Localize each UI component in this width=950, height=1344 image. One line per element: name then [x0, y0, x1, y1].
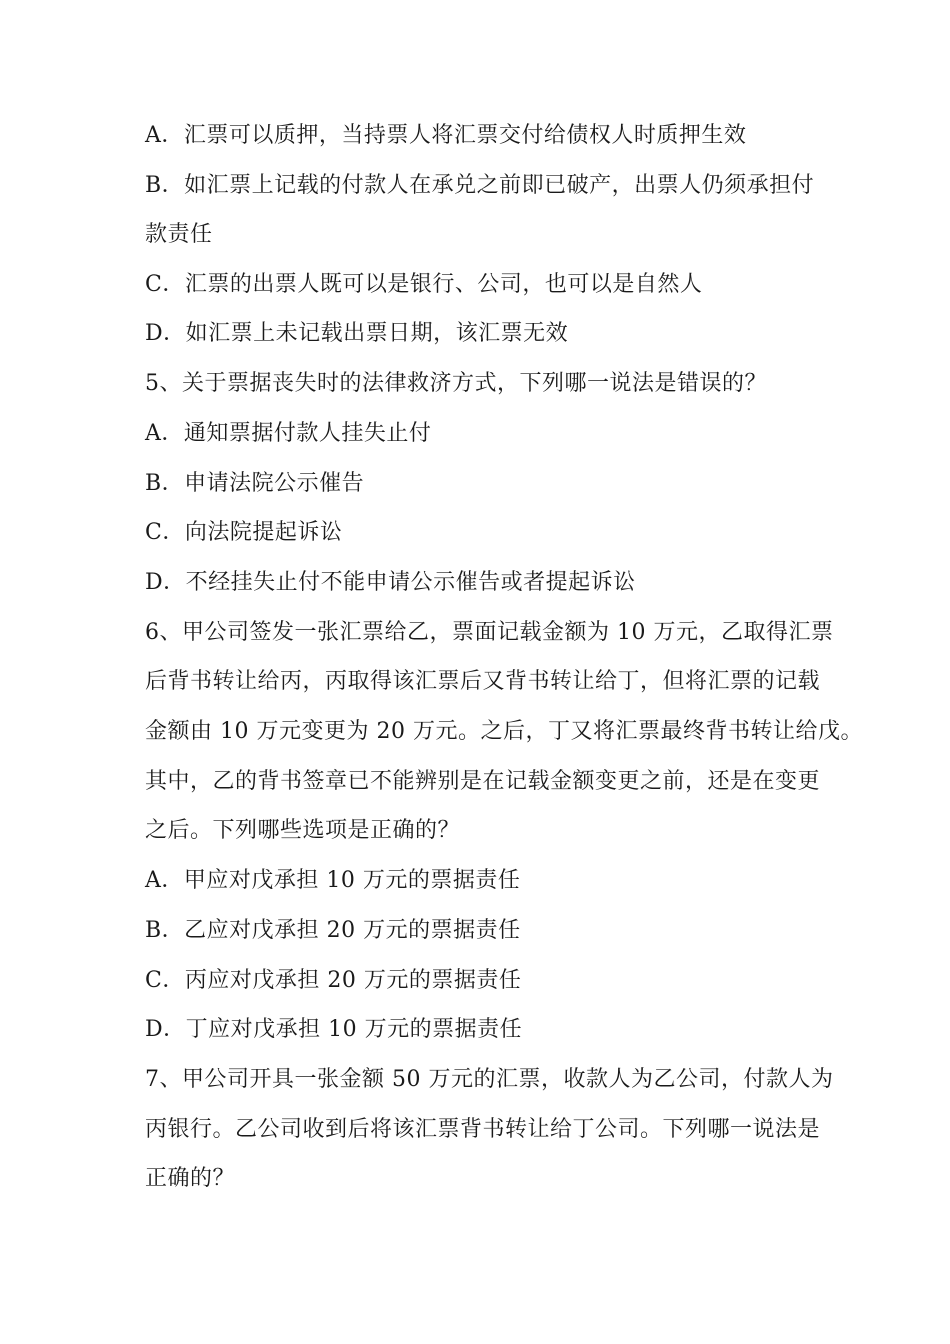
option-b-q5: B．申请法院公示催告	[145, 471, 365, 496]
option-b-q6: B．乙应对戊承担 20 万元的票据责任	[145, 918, 521, 943]
question-6-line3: 金额由 10 万元变更为 20 万元。之后，丁又将汇票最终背书转让给戊。	[145, 719, 863, 744]
option-b-q4-line2: 款责任	[145, 222, 213, 247]
option-a-q6: A．甲应对戊承担 10 万元的票据责任	[145, 868, 521, 893]
option-a-q5: A．通知票据付款人挂失止付	[145, 421, 432, 446]
question-7-line3: 正确的？	[145, 1166, 236, 1191]
question-6-line1: 6、甲公司签发一张汇票给乙，票面记载金额为 10 万元，乙取得汇票	[145, 620, 834, 645]
option-d-q4: D．如汇票上未记载出票日期，该汇票无效	[145, 321, 569, 346]
question-5: 5、关于票据丧失时的法律救济方式，下列哪一说法是错误的？	[145, 371, 767, 396]
option-c-q5: C．向法院提起诉讼	[145, 520, 343, 545]
question-6-line2: 后背书转让给丙，丙取得该汇票后又背书转让给丁，但将汇票的记载	[145, 669, 821, 694]
question-6-line4: 其中，乙的背书签章已不能辨别是在记载金额变更之前，还是在变更	[145, 769, 821, 794]
option-a-q4: A．汇票可以质押，当持票人将汇票交付给债权人时质押生效	[145, 123, 747, 148]
option-b-q4-line1: B．如汇票上记载的付款人在承兑之前即已破产，出票人仍须承担付	[145, 173, 815, 198]
question-7-line1: 7、甲公司开具一张金额 50 万元的汇票，收款人为乙公司，付款人为	[145, 1067, 834, 1092]
option-d-q5: D．不经挂失止付不能申请公示催告或者提起诉讼	[145, 570, 636, 595]
option-d-q6: D．丁应对戊承担 10 万元的票据责任	[145, 1017, 523, 1042]
option-c-q4: C．汇票的出票人既可以是银行、公司，也可以是自然人	[145, 272, 703, 297]
option-c-q6: C．丙应对戊承担 20 万元的票据责任	[145, 968, 522, 993]
question-6-line5: 之后。下列哪些选项是正确的？	[145, 818, 461, 843]
question-7-line2: 丙银行。乙公司收到后将该汇票背书转让给丁公司。下列哪一说法是	[145, 1117, 821, 1142]
